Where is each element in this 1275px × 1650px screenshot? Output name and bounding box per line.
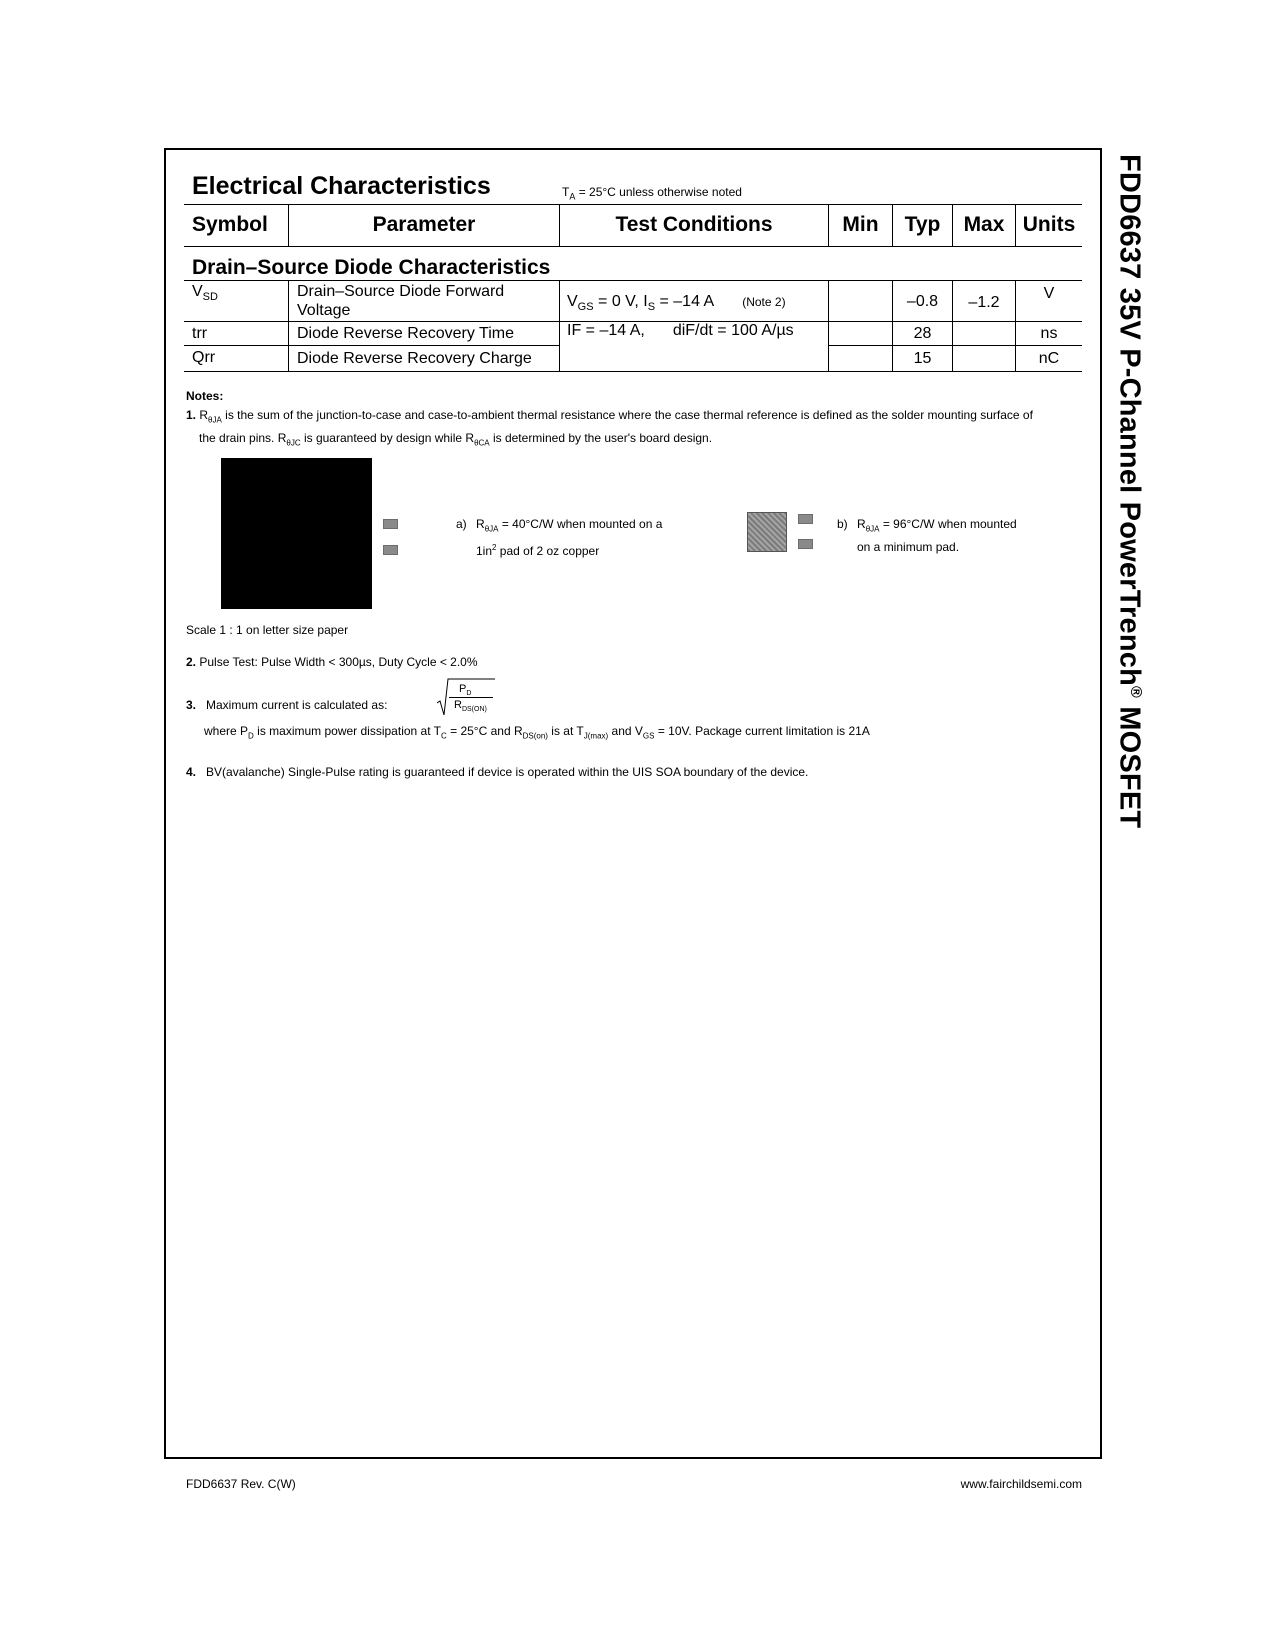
side-title-tail: MOSFET [1113,698,1146,829]
ambient-condition: $T_A = 25^\circ C$ unless otherwise noted [562,185,742,202]
row-rule [184,371,1082,372]
table-row-typ: 15 [913,350,932,367]
lead-pad [798,539,813,549]
test-condition-recovery: IF = –14 A, diF/dt = 100 A/µs [567,322,794,339]
table-row-units: ns [1040,325,1058,342]
col-rule [288,280,289,371]
sqrt-formula [437,677,497,717]
row-rule [829,345,1082,346]
table-row-max: –1.2 [968,294,1000,311]
header-min: Min [842,213,879,236]
test-condition-vsd: $V_{GS} = 0$ V, $I_S = -14$ A (Note 2) [567,293,786,314]
note-1: 1. $R_{\theta JA}$ is the sum of the junction-to-case and case-to-ambient thermal resistance where the case thermal reference is defined as the solder mounting surface of the drain pins. $R_{\theta JC}$ is guaranteed by design while $R_{\theta CA}$ is determined by the user's board design. [186,408,1033,448]
figure-a-caption: a) $R_{\theta JA} = 40^\circ C/W$ when mounted on a $1in^2$ pad of 2 oz copper [456,517,663,559]
footer-revision: FDD6637 Rev. C(W) [186,1477,296,1491]
side-title-main: FDD6637 35V P-Channel PowerTrench [1113,154,1146,686]
section-title: Electrical Characteristics [192,172,491,200]
figure-b-caption: b) $R_{\theta JA} = 96^\circ C/W$ when mounted on a minimum pad. [837,517,1017,555]
table-row-parameter: Diode Reverse Recovery Time [297,325,514,342]
table-row-typ: 28 [913,325,932,342]
table-row-typ: –0.8 [906,293,939,310]
scale-note: Scale 1 : 1 on letter size paper [186,623,349,637]
header-units: Units [1022,213,1076,236]
table-row-parameter: Diode Reverse Recovery Charge [297,350,532,367]
table-row-symbol: Qrr [192,349,216,366]
header-typ: Typ [904,213,941,236]
lead-pad [383,545,398,555]
col-rule [559,280,560,371]
copper-pad-figure [221,458,372,609]
table-row-units: V [1043,285,1055,302]
note-3: 3. Maximum current is calculated as: [186,698,388,712]
row-rule [184,345,560,346]
formula-numerator: $P_D$ [459,683,472,698]
lead-pad [383,519,398,529]
table-row-units: nC [1038,350,1060,367]
subsection-title: Drain–Source Diode Characteristics [192,256,551,279]
header-test-conditions: Test Conditions [615,213,773,236]
minimum-pad-figure [747,512,787,552]
note-4: 4. BV(avalanche) Single-Pulse rating is guaranteed if device is operated within the UIS SOA boundary of the device. [186,765,809,779]
table-row-symbol: trr [192,325,208,342]
header-parameter: Parameter [372,213,476,236]
lead-pad [798,514,813,524]
formula-denominator: $R_{DS(ON)}$ [454,699,487,714]
col-rule [828,280,829,371]
table-top-rule [184,204,1082,205]
footer-website[interactable]: www.fairchildsemi.com [960,1477,1082,1491]
table-row-parameter: Drain–Source Diode Forward Voltage [297,283,505,319]
row-rule [184,280,1082,281]
note-3-detail: where $P_D$ is maximum power dissipation at $T_C = 25^\circ C$ and $R_{DS(on)}$ is at $T_{J(max)}$ and $V_{GS} = 10V$. Package current limitation is 21A [204,724,870,741]
registered-mark: ® [1127,686,1144,698]
fraction-bar [449,697,493,698]
header-symbol: Symbol [192,213,268,236]
notes-heading: Notes: [186,389,224,403]
side-title [1112,154,1158,844]
header-max: Max [963,213,1005,236]
table-row-symbol: $V_{SD}$ [192,283,218,304]
note-2: 2. Pulse Test: Pulse Width < 300µs, Duty Cycle < 2.0% [186,655,478,669]
table-header-rule [184,246,1082,247]
